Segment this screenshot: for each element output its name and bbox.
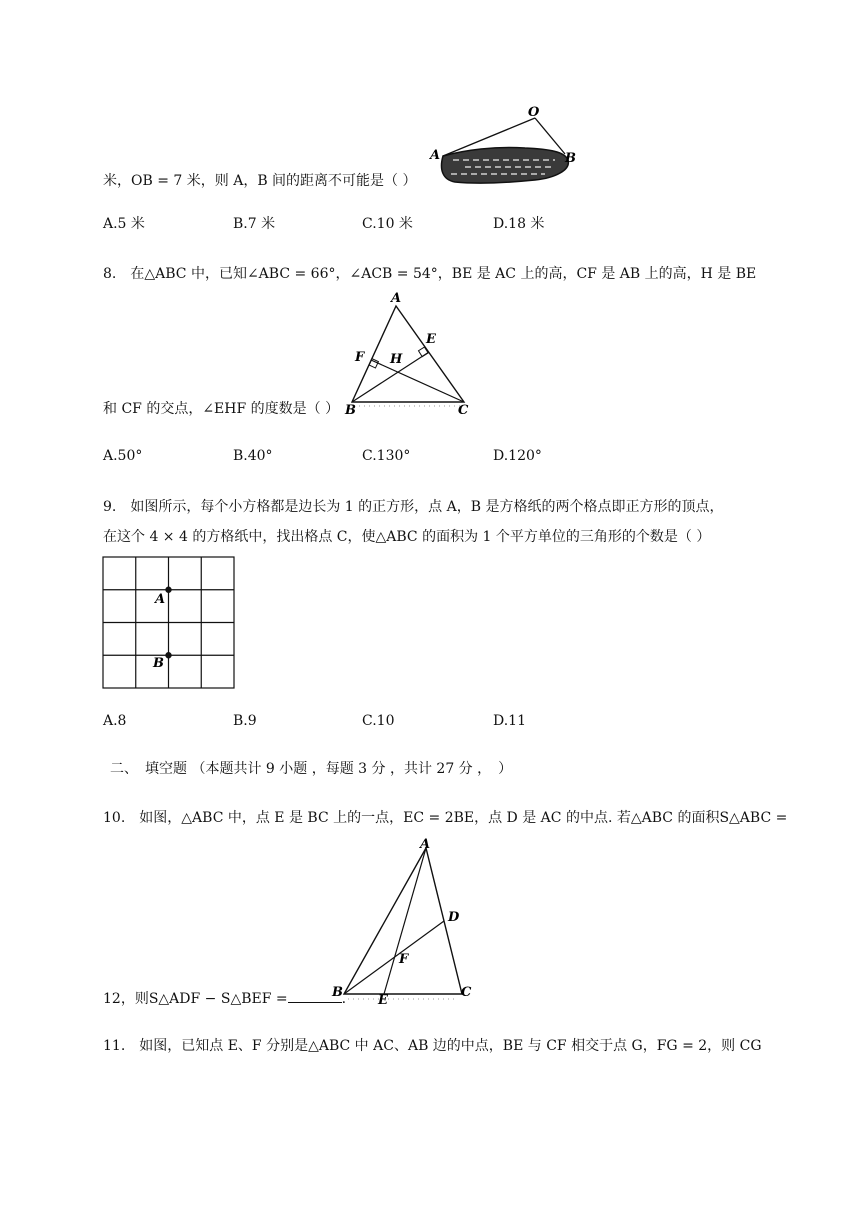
q7-label-a: A [430,148,441,163]
q8-label-c: C [458,403,469,418]
q10-label-f: F [399,952,409,967]
q7-option-d[interactable]: D.18 米 [493,216,545,232]
q9-point-a [165,587,171,593]
q9-point-b [165,652,171,658]
q8-option-b[interactable]: B.40° [233,448,273,464]
q9-option-c[interactable]: C.10 [362,713,395,729]
q9-option-d[interactable]: D.11 [493,713,526,729]
q10-stem-line1: 10. 如图，△ABC 中，点 E 是 BC 上的一点，EC = 2BE，点 D 是 AC 的中点. 若△ABC 的面积S△ABC = [103,810,788,826]
q7-stem: 米，OB = 7 米，则 A，B 间的距离不可能是（ ） [103,173,417,189]
q8-stem-line1: 8. 在△ABC 中，已知∠ABC = 66°，∠ACB = 54°，BE 是 AC 上的高，CF 是 AB 上的高，H 是 BE [103,266,757,282]
q9-stem-line1: 9. 如图所示，每个小方格都是边长为 1 的正方形，点 A，B 是方格纸的两个格点即正方形的顶点， [103,499,724,515]
q10-label-a: A [420,837,431,852]
q10-stem-line2 [103,988,346,1009]
q10-label-e: E [378,993,388,1006]
q7-option-b[interactable]: B.7 米 [233,216,276,232]
q8-option-d[interactable]: D.120° [493,448,542,464]
q8-triangle-abc [352,306,464,402]
q8-option-c[interactable]: C.130° [362,448,411,464]
q10-label-b: B [332,985,343,1000]
q7-label-b: B [565,151,576,166]
q7-figure [425,100,585,190]
q10-label-d: D [448,910,460,925]
q10-label-c: C [461,985,472,1000]
q9-label-a: A [155,592,166,607]
q8-stem-line2: 和 CF 的交点，∠EHF 的度数是（ ） [103,401,340,417]
q8-label-b: B [345,403,356,418]
q7-label-o: O [528,105,540,120]
q9-option-a[interactable]: A.8 [103,713,127,729]
q8-label-f: F [355,350,365,365]
q8-label-h: H [390,352,403,367]
q9-grid-figure [102,556,236,690]
q7-option-a[interactable]: A.5 米 [103,216,145,232]
q10-segment-ae [384,848,426,994]
q10-segment-bd [344,921,444,994]
q8-label-e: E [426,332,436,347]
q9-option-b[interactable]: B.9 [233,713,257,729]
q11-stem-line1: 11. 如图，已知点 E、F 分别是△ABC 中 AC、AB 边的中点，BE 与 CF 相交于点 G，FG = 2，则 CG [103,1038,762,1054]
q9-stem-line2: 在这个 4 × 4 的方格纸中，找出格点 C，使△ABC 的面积为 1 个平方单位的三角形的个数是（ ） [103,529,711,545]
q8-option-a[interactable]: A.50° [103,448,143,464]
q10-figure [328,836,478,1006]
q10-stem-line2-end: . [341,991,347,1007]
q10-triangle-abc [344,848,462,994]
q9-label-b: B [153,656,164,671]
q10-answer-blank[interactable] [288,988,342,1003]
q7-pond-shape [442,147,569,183]
q8-figure [340,288,480,420]
section-2-header: 二、 填空题 （本题共计 9 小题 ，每题 3 分 ，共计 27 分 ， ） [110,761,513,777]
q10-stem-line2-text: 12，则S△ADF − S△BEF = [103,991,288,1007]
q8-label-a: A [391,291,402,306]
q7-option-c[interactable]: C.10 米 [362,216,413,232]
